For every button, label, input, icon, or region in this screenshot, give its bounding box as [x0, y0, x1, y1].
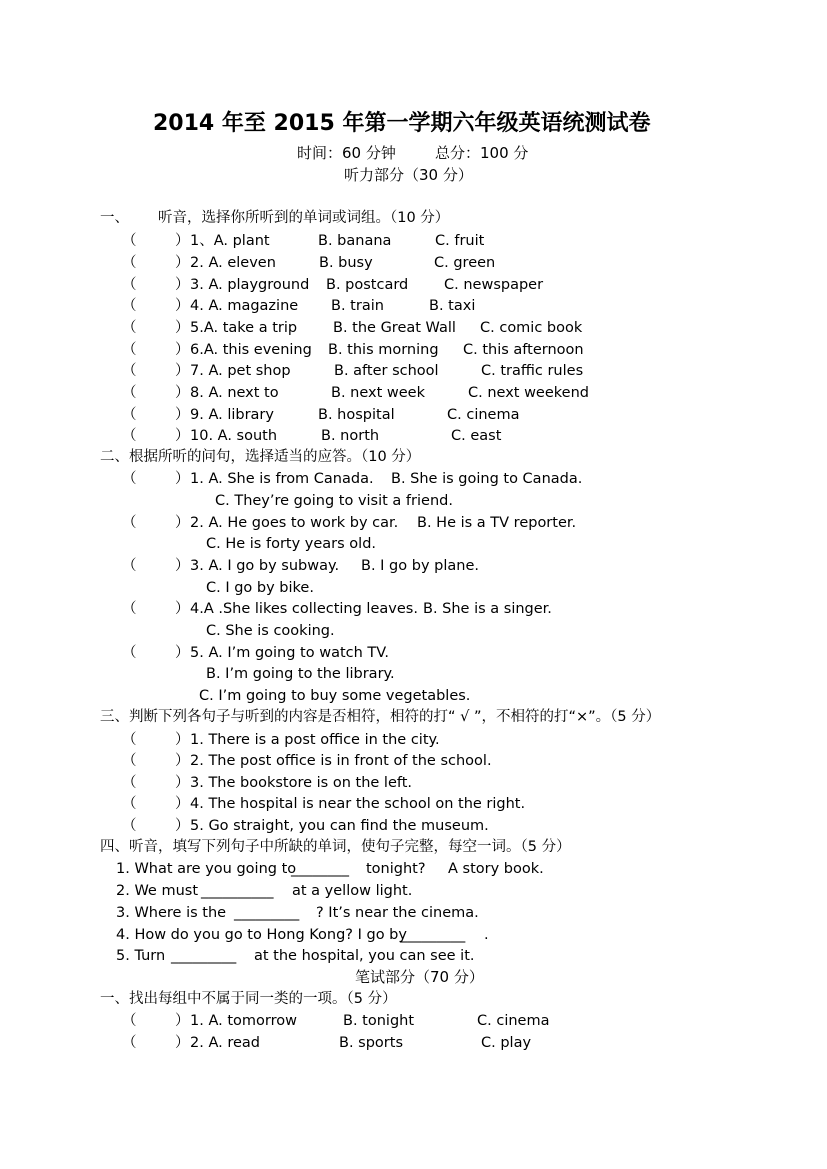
answer-paren-open: （ [122, 277, 137, 293]
option-a: 2. A. He goes to work by car. [190, 515, 399, 531]
option-a: 5. A. I’m going to watch TV. [190, 645, 389, 661]
listening-part-title: 听力部分（30 分） [344, 166, 473, 184]
option-a: 4.A .She likes collecting leaves. [190, 601, 418, 617]
answer-paren-open: （ [122, 298, 137, 314]
answer-paren-open: （ [122, 255, 137, 271]
option-b: B. north [321, 428, 380, 444]
sentence-end: ? It’s near the cinema. [316, 905, 479, 921]
answer-paren-close: ） [175, 385, 190, 401]
answer-paren-open: （ [122, 645, 137, 661]
statement-text: 2. The post office is in front of the school. [190, 753, 492, 769]
sentence-end: at the hospital, you can see it. [254, 948, 475, 964]
option-c: C. newspaper [444, 277, 544, 293]
blank-line: _________ [171, 948, 237, 964]
option-b: B. I go by plane. [361, 558, 479, 574]
option-a: 3. A. I go by subway. [190, 558, 340, 574]
option-c: C. They’re going to visit a friend. [215, 493, 453, 509]
writing-part-title: 笔试部分（70 分） [355, 968, 484, 986]
option-a: 9. A. library [190, 407, 274, 423]
answer-paren-close: ） [175, 277, 190, 293]
sentence-start: 3. Where is the [116, 905, 227, 921]
option-a: 8. A. next to [190, 385, 279, 401]
answer-paren-open: （ [122, 1035, 137, 1051]
blank-line: _________ [234, 905, 300, 921]
answer-paren-open: （ [122, 753, 137, 769]
option-c: C. play [481, 1035, 532, 1051]
answer-paren-close: ） [175, 515, 190, 531]
section-2-heading: 二、根据所听的问句，选择适当的应答。（10 分） [100, 449, 421, 465]
option-a: 5.A. take a trip [190, 320, 298, 336]
blank-line: _________ [400, 927, 466, 943]
option-b: B. hospital [318, 407, 395, 423]
sentence-start: 2. We must [116, 883, 199, 899]
option-a: 4. A. magazine [190, 298, 299, 314]
option-c: C. I go by bike. [206, 580, 314, 596]
option-a: 1. A. She is from Canada. [190, 471, 374, 487]
answer-paren-open: （ [122, 558, 137, 574]
option-c: C. green [434, 255, 496, 271]
answer-paren-open: （ [122, 1013, 137, 1029]
option-b: B. He is a TV reporter. [417, 515, 577, 531]
answer-paren-close: ） [175, 1035, 190, 1051]
answer-paren-open: （ [122, 233, 137, 249]
answer-paren-close: ） [175, 1013, 190, 1029]
option-a: 3. A. playground [190, 277, 310, 293]
answer-paren-close: ） [175, 753, 190, 769]
option-b: B. She is a singer. [423, 601, 552, 617]
option-b: B. this morning [328, 342, 439, 358]
option-c: C. I’m going to buy some vegetables. [199, 688, 471, 704]
answer-paren-open: （ [122, 515, 137, 531]
answer-paren-open: （ [122, 385, 137, 401]
option-c: C. fruit [435, 233, 485, 249]
answer-paren-close: ） [175, 255, 190, 271]
answer-paren-close: ） [175, 407, 190, 423]
option-b: B. busy [319, 255, 373, 271]
option-b: B. postcard [326, 277, 409, 293]
option-a: 1. A. tomorrow [190, 1013, 297, 1029]
answer-paren-open: （ [122, 732, 137, 748]
answer-paren-close: ） [175, 645, 190, 661]
option-b: B. sports [339, 1035, 403, 1051]
answer-paren-open: （ [122, 775, 137, 791]
option-b: B. banana [318, 233, 392, 249]
option-c: C. cinema [447, 407, 520, 423]
blank-line: __________ [201, 883, 274, 899]
answer-paren-open: （ [122, 342, 137, 358]
answer-paren-open: （ [122, 363, 137, 379]
exam-time: 时间：60 分钟 [297, 144, 396, 162]
exam-total-score: 总分：100 分 [435, 144, 529, 162]
option-c: C. traffic rules [481, 363, 584, 379]
page-title: 2014 年至 2015 年第一学期六年级英语统测试卷 [153, 111, 651, 136]
statement-text: 3. The bookstore is on the left. [190, 775, 413, 791]
section-4-heading: 四、听音，填写下列句子中所缺的单词，使句子完整，每空一词。（5 分） [100, 839, 571, 855]
answer-paren-close: ） [175, 732, 190, 748]
option-c: C. She is cooking. [206, 623, 335, 639]
option-b: B. next week [331, 385, 425, 401]
option-c: C. this afternoon [463, 342, 584, 358]
answer-paren-open: （ [122, 601, 137, 617]
answer-paren-close: ） [175, 363, 190, 379]
option-c: C. next weekend [468, 385, 589, 401]
option-c: B. taxi [429, 298, 476, 314]
sentence-end: . [484, 927, 489, 943]
option-a: 6.A. this evening [190, 342, 312, 358]
answer-paren-open: （ [122, 796, 137, 812]
answer-paren-open: （ [122, 471, 137, 487]
blank-line: ________ [291, 861, 349, 877]
answer-paren-open: （ [122, 428, 137, 444]
option-c: C. comic book [480, 320, 583, 336]
answer-paren-open: （ [122, 818, 137, 834]
option-b: B. after school [334, 363, 439, 379]
answer-paren-close: ） [175, 471, 190, 487]
option-b: B. the Great Wall [333, 320, 456, 336]
statement-text: 4. The hospital is near the school on the right. [190, 796, 526, 812]
sentence-end: tonight? [366, 861, 426, 877]
option-a: 2. A. eleven [190, 255, 276, 271]
answer-paren-close: ） [175, 601, 190, 617]
option-a: 7. A. pet shop [190, 363, 291, 379]
answer-paren-close: ） [175, 818, 190, 834]
section-3-heading: 三、判断下列各句子与听到的内容是否相符，相符的打“ √ ”，不相符的打“×”。（5 分） [100, 709, 661, 725]
sentence-start: 4. How do you go to Hong Kong? I go by [116, 927, 407, 943]
option-b: B. I’m going to the library. [206, 666, 395, 682]
answer-paren-close: ） [175, 233, 190, 249]
option-c: C. He is forty years old. [206, 536, 377, 552]
answer-paren-close: ） [175, 320, 190, 336]
answer-paren-close: ） [175, 796, 190, 812]
option-c: C. cinema [477, 1013, 550, 1029]
option-a: 2. A. read [190, 1035, 260, 1051]
option-a: 1、A. plant [190, 233, 270, 249]
option-c: C. east [451, 428, 502, 444]
sentence-answer: A story book. [448, 861, 544, 877]
option-b: B. tonight [343, 1013, 415, 1029]
option-a: 10. A. south [190, 428, 278, 444]
sentence-start: 1. What are you going to [116, 861, 297, 877]
section-1-heading: 听音，选择你所听到的单词或词组。（10 分） [158, 210, 450, 226]
answer-paren-close: ） [175, 428, 190, 444]
answer-paren-close: ） [175, 298, 190, 314]
answer-paren-close: ） [175, 342, 190, 358]
answer-paren-open: （ [122, 407, 137, 423]
sentence-end: at a yellow light. [292, 883, 413, 899]
section-1-number: 一、 [100, 210, 129, 226]
answer-paren-open: （ [122, 320, 137, 336]
writing-section-1-heading: 一、找出每组中不属于同一类的一项。（5 分） [100, 991, 397, 1007]
option-b: B. train [331, 298, 384, 314]
statement-text: 5. Go straight, you can find the museum. [190, 818, 489, 834]
answer-paren-close: ） [175, 775, 190, 791]
statement-text: 1. There is a post office in the city. [190, 732, 440, 748]
option-b: B. She is going to Canada. [391, 471, 583, 487]
sentence-start: 5. Turn [116, 948, 166, 964]
answer-paren-close: ） [175, 558, 190, 574]
